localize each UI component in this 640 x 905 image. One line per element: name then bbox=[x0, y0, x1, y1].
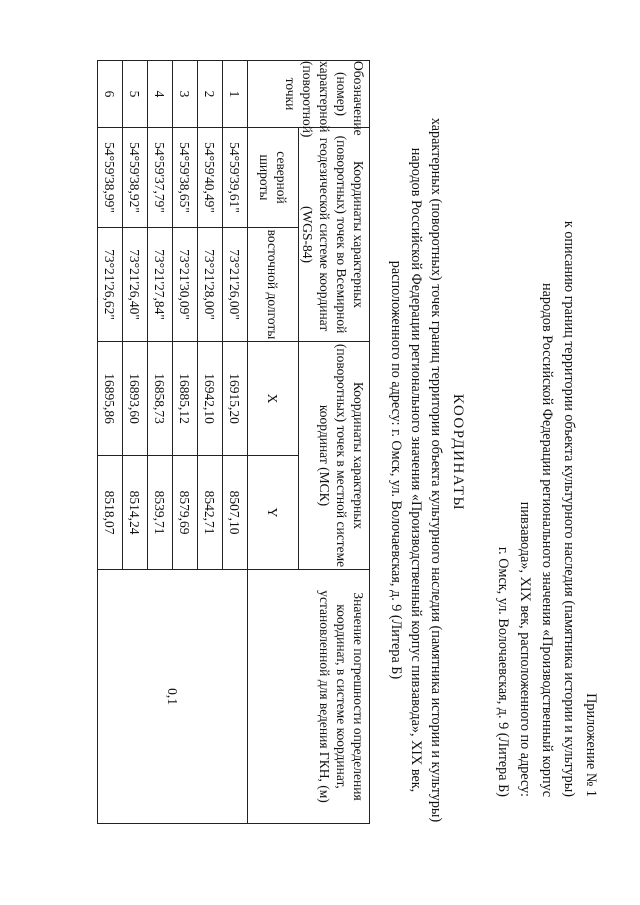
cell-error-value: 0,1 bbox=[98, 570, 248, 824]
cell-point-number: 5 bbox=[123, 61, 148, 128]
cell-x: 16893,60 bbox=[123, 342, 148, 456]
header-x: X bbox=[248, 342, 299, 456]
annex-line: пивзавода», XIX век, расположенного по адресу: bbox=[517, 501, 533, 797]
cell-latitude: 54°59'38,92" bbox=[123, 128, 148, 228]
subtitle-line: расположенного по адресу: г. Омск, ул. Волочаевская, д. 9 (Литера Б) bbox=[388, 260, 404, 680]
cell-y: 8542,71 bbox=[198, 456, 223, 570]
cell-latitude: 54°59'38,65" bbox=[173, 128, 198, 228]
cell-point-number: 2 bbox=[198, 61, 223, 128]
cell-point-number: 6 bbox=[98, 61, 123, 128]
cell-longitude: 73°21'26,00" bbox=[223, 228, 248, 342]
annex-address: г. Омск, ул. Волочаевская, д. 9 (Литера Б) bbox=[495, 546, 511, 797]
cell-y: 8507,10 bbox=[223, 456, 248, 570]
cell-point-number: 3 bbox=[173, 61, 198, 128]
cell-x: 16915,20 bbox=[223, 342, 248, 456]
cell-longitude: 73°21'27,84" bbox=[148, 228, 173, 342]
cell-x: 16885,12 bbox=[173, 342, 198, 456]
cell-x: 16858,73 bbox=[148, 342, 173, 456]
subtitle-line: характерных (поворотных) точек границ территории объекта культурного наследия (памятника истории и культуры) bbox=[428, 117, 444, 823]
cell-y: 8539,71 bbox=[148, 456, 173, 570]
cell-x: 16942,10 bbox=[198, 342, 223, 456]
header-y: Y bbox=[248, 456, 299, 570]
header-longitude: восточной долготы bbox=[248, 228, 299, 342]
annex-number: Приложение № 1 bbox=[583, 693, 599, 797]
subtitle-line: народов Российской Федерации регионального значения «Производственный корпус пивзавода», XIX век, bbox=[408, 147, 424, 793]
cell-y: 8518,07 bbox=[98, 456, 123, 570]
coordinates-table bbox=[97, 60, 370, 824]
cell-point-number: 1 bbox=[223, 61, 248, 128]
annex-line: народов Российской Федерации регионального значения «Производственный корпус bbox=[539, 283, 555, 797]
header-point: Обозначение (номер) характерной (поворотной) точки bbox=[248, 61, 370, 128]
document-title: КООРДИНАТЫ bbox=[450, 393, 466, 512]
cell-latitude: 54°59'40,49" bbox=[198, 128, 223, 228]
header-msk: Координаты характерных (поворотных) точек в местной системе координат (МСК) bbox=[299, 342, 370, 570]
cell-longitude: 73°21'26,62" bbox=[98, 228, 123, 342]
cell-longitude: 73°21'30,09" bbox=[173, 228, 198, 342]
cell-y: 8579,69 bbox=[173, 456, 198, 570]
cell-longitude: 73°21'26,40" bbox=[123, 228, 148, 342]
header-error: Значение погрешности определения координат, в системе координат, установленной для ведения ГКН, (м) bbox=[248, 570, 370, 824]
annex-header bbox=[492, 37, 602, 797]
table-row bbox=[223, 61, 248, 824]
header-wgs: Координаты характерных (поворотных) точек во Всемирной геодезической системе координат (WGS-84) bbox=[299, 128, 370, 342]
cell-y: 8514,24 bbox=[123, 456, 148, 570]
cell-latitude: 54°59'38,99" bbox=[98, 128, 123, 228]
cell-longitude: 73°21'28,00" bbox=[198, 228, 223, 342]
document-subtitle bbox=[386, 100, 446, 840]
cell-latitude: 54°59'37,79" bbox=[148, 128, 173, 228]
header-latitude: северной широты bbox=[248, 128, 299, 228]
cell-x: 16895,86 bbox=[98, 342, 123, 456]
cell-point-number: 4 bbox=[148, 61, 173, 128]
annex-line: к описанию границ территории объекта культурного наследия (памятника истории и культуры) bbox=[561, 220, 577, 797]
cell-latitude: 54°59'39,61" bbox=[223, 128, 248, 228]
